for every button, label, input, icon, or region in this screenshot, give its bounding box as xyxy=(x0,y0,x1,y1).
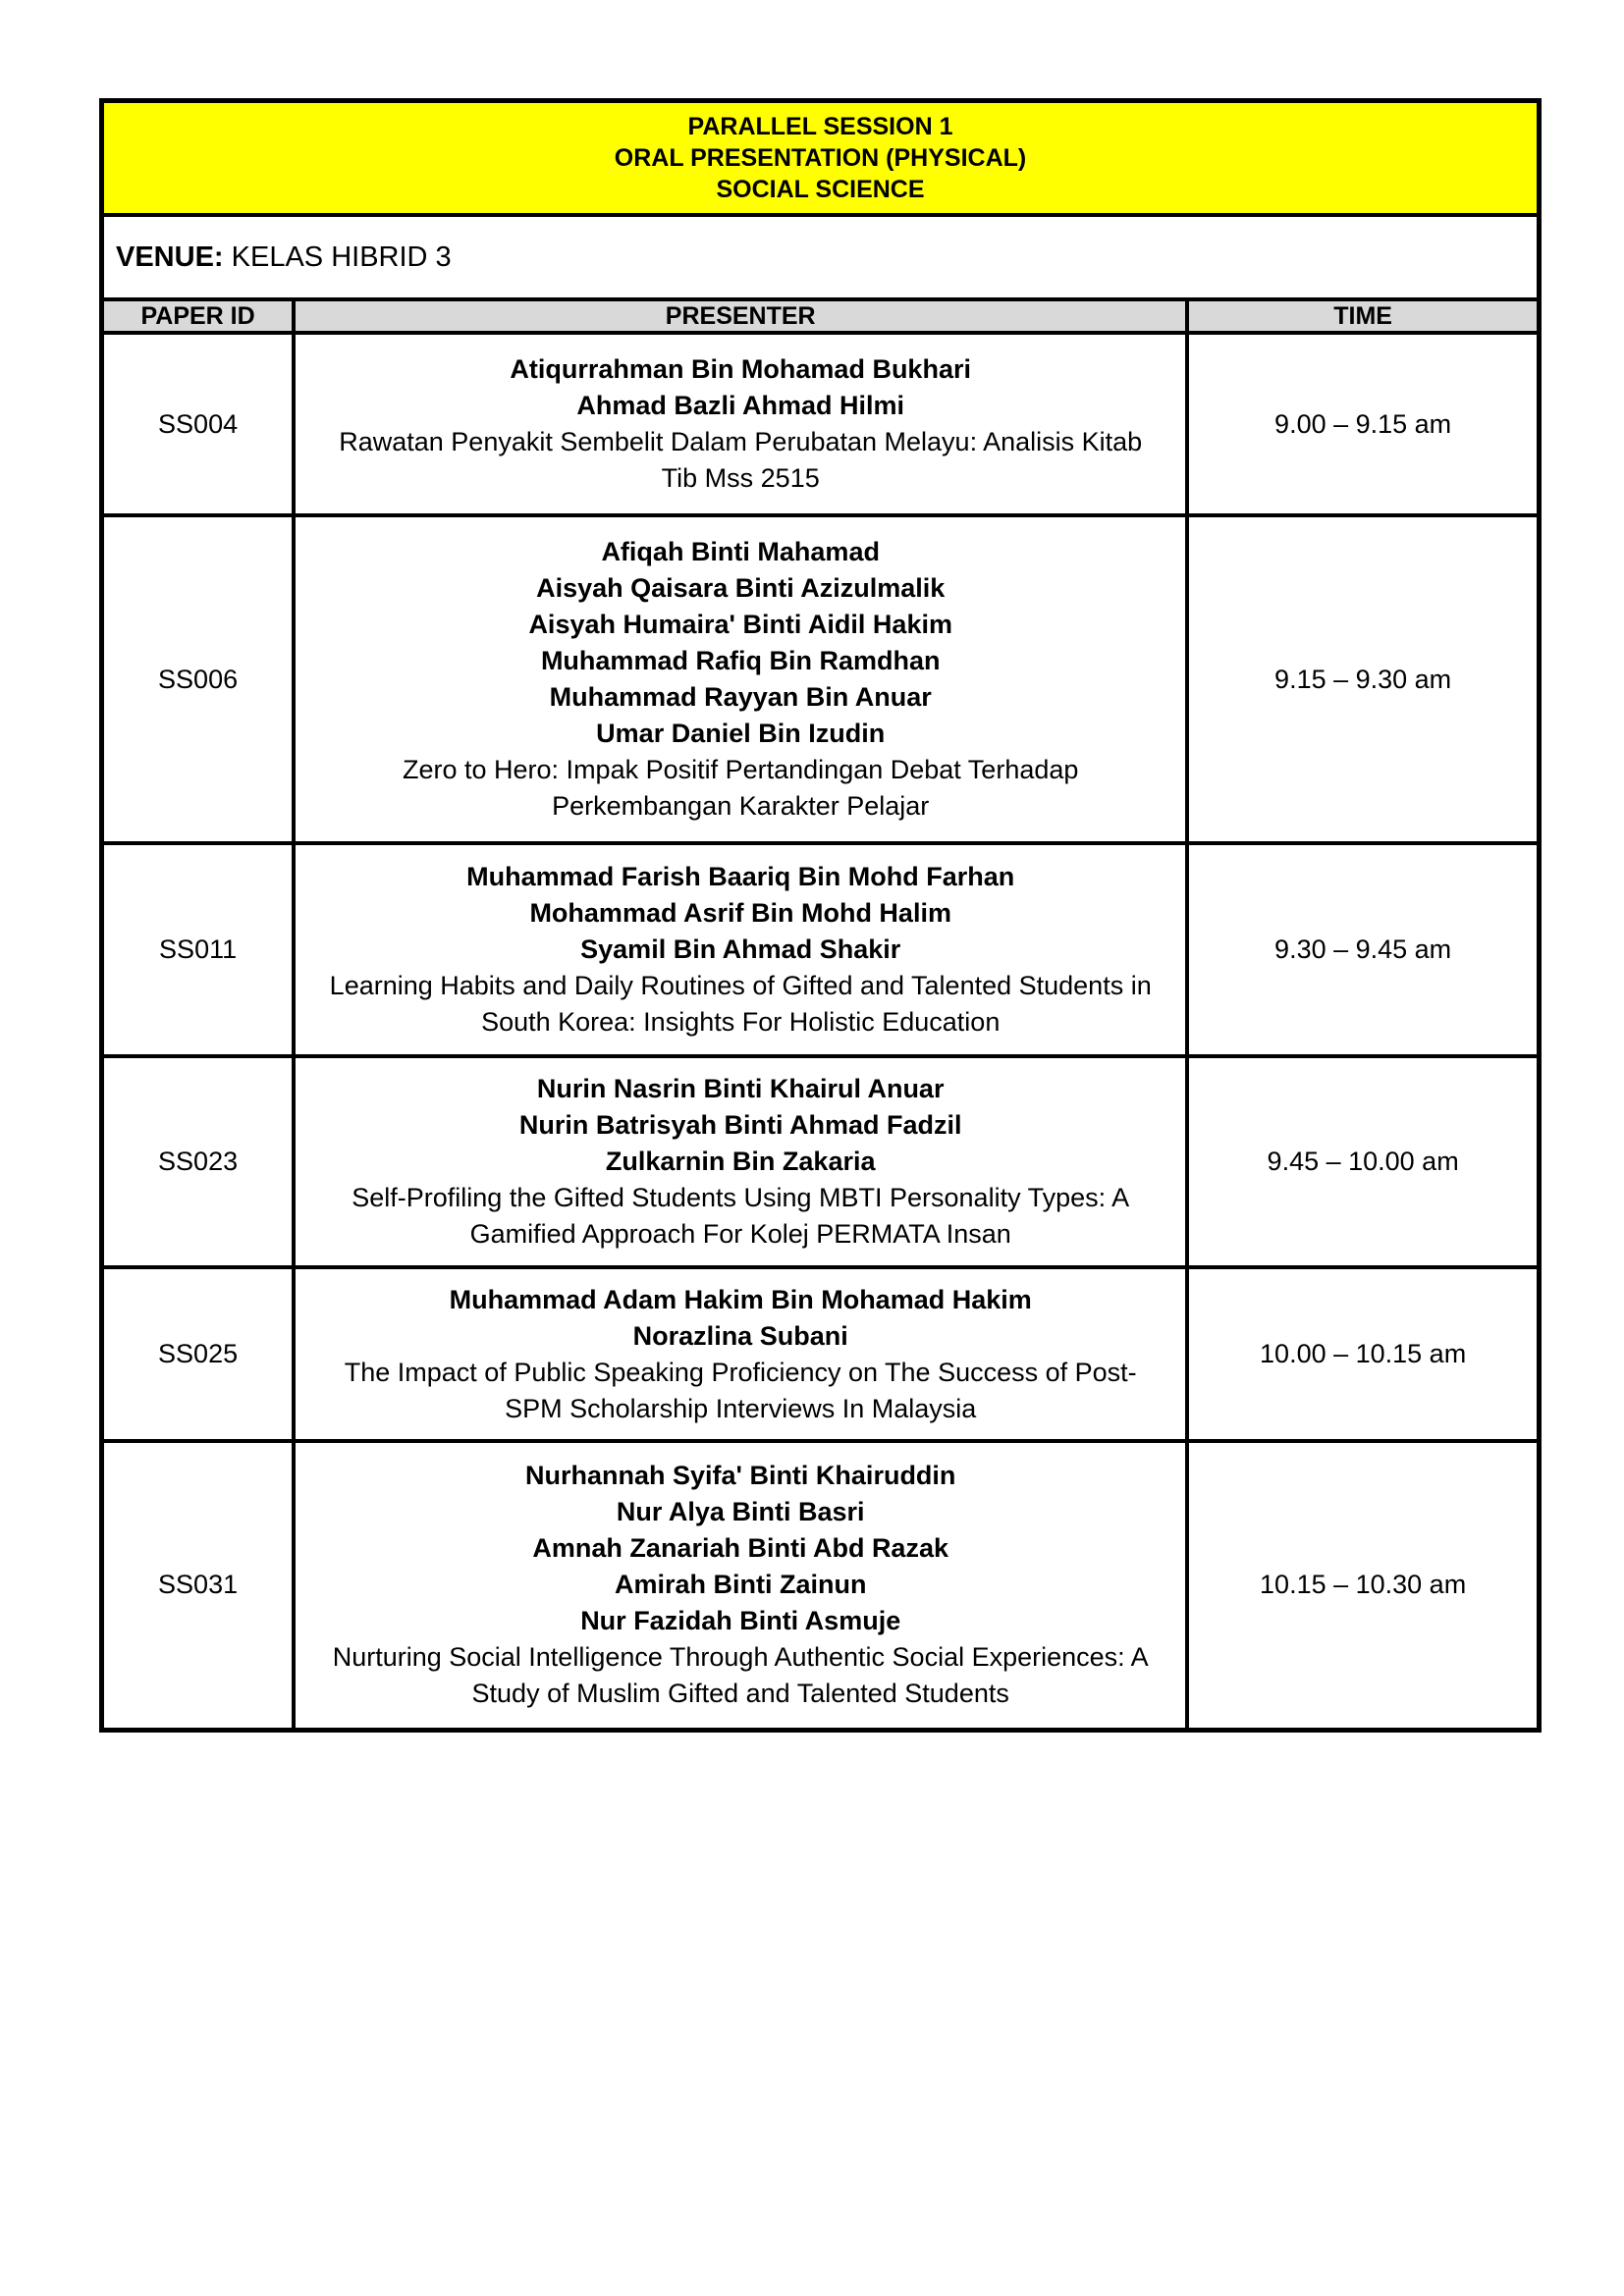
venue-value: KELAS HIBRID 3 xyxy=(231,240,452,273)
presenter-cell xyxy=(294,1441,1187,1730)
table-row xyxy=(102,843,1540,1056)
presenter-name: Norazlina Subani xyxy=(632,1320,848,1351)
presenter-name: Zulkarnin Bin Zakaria xyxy=(605,1147,876,1176)
paper-title-line: South Korea: Insights For Holistic Education xyxy=(481,1007,1001,1037)
session-title-line: PARALLEL SESSION 1 xyxy=(687,113,953,140)
presenter-name: Nur Alya Binti Basri xyxy=(616,1497,865,1527)
presenter-name: Muhammad Rayyan Bin Anuar xyxy=(549,682,932,712)
venue xyxy=(102,215,1540,299)
paper-id: SS025 xyxy=(102,1267,295,1441)
presenter-name: Muhammad Adam Hakim Bin Mohamad Hakim xyxy=(449,1284,1032,1314)
presenter-name: Nur Fazidah Binti Asmuje xyxy=(580,1606,901,1636)
paper-title-line: Perkembangan Karakter Pelajar xyxy=(552,791,930,821)
column-header-time: TIME xyxy=(1187,299,1539,333)
time-slot: 10.00 – 10.15 am xyxy=(1187,1267,1539,1441)
paper-title-line: Study of Muslim Gifted and Talented Students xyxy=(471,1679,1009,1709)
paper-id: SS023 xyxy=(102,1056,295,1267)
presenter-name: Mohammad Asrif Bin Mohd Halim xyxy=(529,898,951,928)
table-row xyxy=(102,333,1540,515)
time-slot: 9.15 – 9.30 am xyxy=(1187,515,1539,843)
paper-id: SS031 xyxy=(102,1441,295,1730)
paper-title-line: Nurturing Social Intelligence Through Authentic Social Experiences: A xyxy=(332,1642,1149,1673)
paper-title-line: Zero to Hero: Impak Positif Pertandingan Debat Terhadap xyxy=(403,755,1079,784)
presenter-name: Amnah Zanariah Binti Abd Razak xyxy=(532,1533,948,1564)
session-title-line: SOCIAL SCIENCE xyxy=(716,176,925,203)
paper-id: SS004 xyxy=(102,333,295,515)
column-header-paper-id: PAPER ID xyxy=(102,299,295,333)
presenter-name: Afiqah Binti Mahamad xyxy=(601,537,880,566)
time-slot: 9.00 – 9.15 am xyxy=(1187,333,1539,515)
time-slot: 9.45 – 10.00 am xyxy=(1187,1056,1539,1267)
session-title-row xyxy=(102,101,1540,216)
presenter-cell xyxy=(294,1056,1187,1267)
presenter-cell xyxy=(294,1267,1187,1441)
paper-title-line: Gamified Approach For Kolej PERMATA Insan xyxy=(469,1219,1011,1249)
session-title-line: ORAL PRESENTATION (PHYSICAL) xyxy=(614,144,1027,172)
time-slot: 9.30 – 9.45 am xyxy=(1187,843,1539,1056)
presenter-cell xyxy=(294,515,1187,843)
paper-title-line: Learning Habits and Daily Routines of Gifted and Talented Students in xyxy=(329,971,1152,1000)
presenter-name: Aisyah Humaira' Binti Aidil Hakim xyxy=(528,610,952,639)
time-slot: 10.15 – 10.30 am xyxy=(1187,1441,1539,1730)
presenter-name: Muhammad Farish Baariq Bin Mohd Farhan xyxy=(466,862,1015,891)
paper-title-line: Rawatan Penyakit Sembelit Dalam Perubatan Melayu: Analisis Kitab xyxy=(339,427,1143,456)
table-row xyxy=(102,1267,1540,1441)
presenter-cell xyxy=(294,333,1187,515)
table-row xyxy=(102,1056,1540,1267)
presenter-cell xyxy=(294,843,1187,1056)
column-header-presenter: PRESENTER xyxy=(294,299,1187,333)
venue-label: VENUE: xyxy=(116,240,224,273)
presenter-name: Amirah Binti Zainun xyxy=(614,1570,867,1600)
presenter-name: Atiqurrahman Bin Mohamad Bukhari xyxy=(510,354,971,384)
presenter-name: Muhammad Rafiq Bin Ramdhan xyxy=(540,646,941,675)
schedule-rows xyxy=(102,333,1540,1730)
paper-title-line: SPM Scholarship Interviews In Malaysia xyxy=(505,1393,977,1423)
table-row xyxy=(102,1441,1540,1730)
column-header-row xyxy=(102,299,1540,333)
paper-id: SS006 xyxy=(102,515,295,843)
session-schedule-table xyxy=(99,98,1542,1733)
paper-id: SS011 xyxy=(102,843,295,1056)
presenter-name: Umar Daniel Bin Izudin xyxy=(596,719,886,748)
presenter-name: Nurin Nasrin Binti Khairul Anuar xyxy=(536,1074,945,1103)
venue-row xyxy=(102,215,1540,299)
table-row xyxy=(102,515,1540,843)
session-title xyxy=(102,101,1540,216)
paper-title-line: Self-Profiling the Gifted Students Using MBTI Personality Types: A xyxy=(352,1183,1130,1212)
paper-title-line: Tib Mss 2515 xyxy=(661,463,820,493)
presenter-name: Syamil Bin Ahmad Shakir xyxy=(580,934,901,964)
presenter-name: Ahmad Bazli Ahmad Hilmi xyxy=(576,391,904,420)
presenter-name: Nurin Batrisyah Binti Ahmad Fadzil xyxy=(518,1110,962,1140)
presenter-name: Aisyah Qaisara Binti Azizulmalik xyxy=(536,573,946,603)
presenter-name: Nurhannah Syifa' Binti Khairuddin xyxy=(524,1461,956,1491)
paper-title-line: The Impact of Public Speaking Proficiency on The Success of Post- xyxy=(344,1357,1137,1387)
